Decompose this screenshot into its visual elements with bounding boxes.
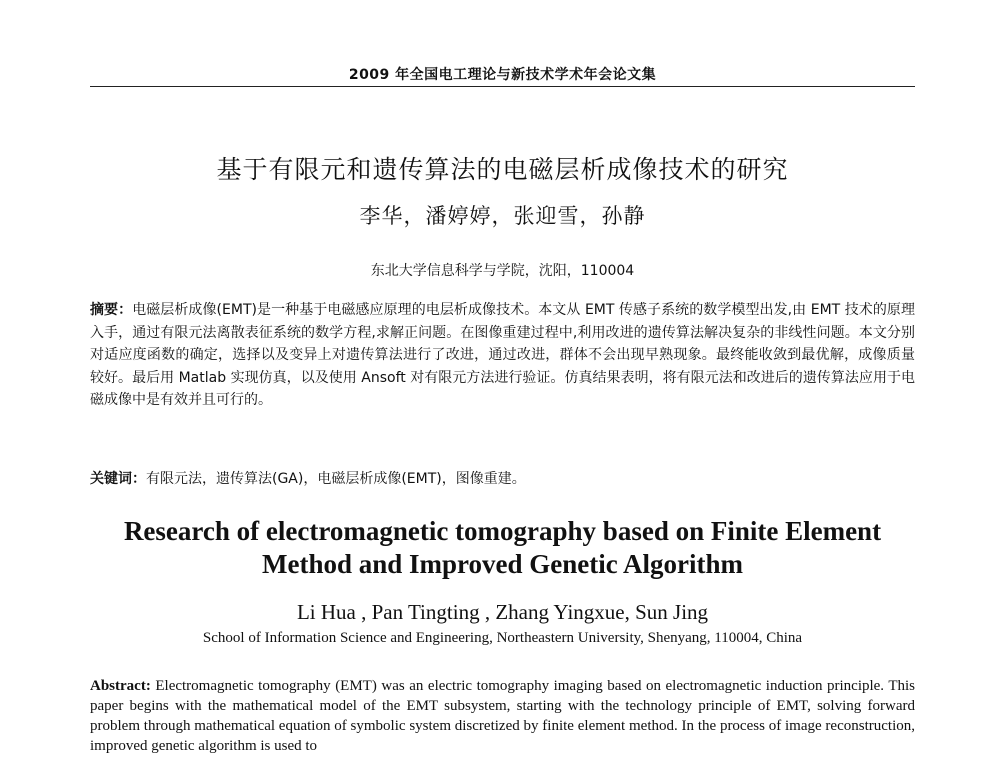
chinese-abstract-label: 摘要： — [90, 302, 133, 318]
english-title — [90, 515, 915, 581]
english-title-line-2: Method and Improved Genetic Algorithm — [262, 549, 743, 579]
header-rule — [90, 86, 915, 87]
chinese-authors: 李华，潘婷婷，张迎雪，孙静 — [359, 204, 646, 228]
english-abstract-text: Electromagnetic tomography (EMT) was an electric tomography imaging based on electromagnetic induction principle. This paper begins with the mathematical model of the EMT subsystem, starting with the technology principle of EMT, solving forward problem through mathematical equation of symbolic system discretized by finite element method. In the process of image reconstruction, improved genetic algorithm is used to — [90, 678, 915, 754]
chinese-keywords-label: 关键词： — [90, 471, 146, 487]
chinese-abstract-text: 电磁层析成像(EMT)是一种基于电磁感应原理的电层析成像技术。本文从 EMT 传感子系统的数学模型出发,由 EMT 技术的原理入手，通过有限元法离散表征系统的数学方程,求解正问题。在图像重建过程中,利用改进的遗传算法解决复杂的非线性问题。本文分别对适应度函数的确定，选择以及变异上对遗传算法进行了改进，通过改进，群体不会出现早熟现象。最终能收敛到最优解，成像质量较好。最后用 Matlab 实现仿真，以及使用 Ansoft 对有限元方法进行验证。仿真结果表明，将有限元法和改进后的遗传算法应用于电磁成像中是有效并且可行的。 — [90, 302, 915, 408]
chinese-keywords — [90, 468, 915, 488]
english-affiliation: School of Information Science and Engineering, Northeastern University, Shenyang, 110004, China — [202, 630, 803, 646]
english-authors: Li Hua , Pan Tingting , Zhang Yingxue, Sun Jing — [296, 600, 709, 624]
chinese-abstract — [90, 299, 915, 412]
running-header: 2009 年全国电工理论与新技术学术年会论文集 — [348, 67, 657, 83]
english-abstract — [90, 676, 915, 756]
chinese-affiliation: 东北大学信息科学与学院，沈阳，110004 — [370, 263, 635, 279]
chinese-title: 基于有限元和遗传算法的电磁层析成像技术的研究 — [216, 155, 789, 184]
english-abstract-label: Abstract: — [90, 678, 151, 694]
english-title-line-1: Research of electromagnetic tomography based on Finite Element — [123, 516, 882, 546]
chinese-keywords-text: 有限元法，遗传算法(GA)，电磁层析成像(EMT)，图像重建。 — [146, 471, 526, 487]
